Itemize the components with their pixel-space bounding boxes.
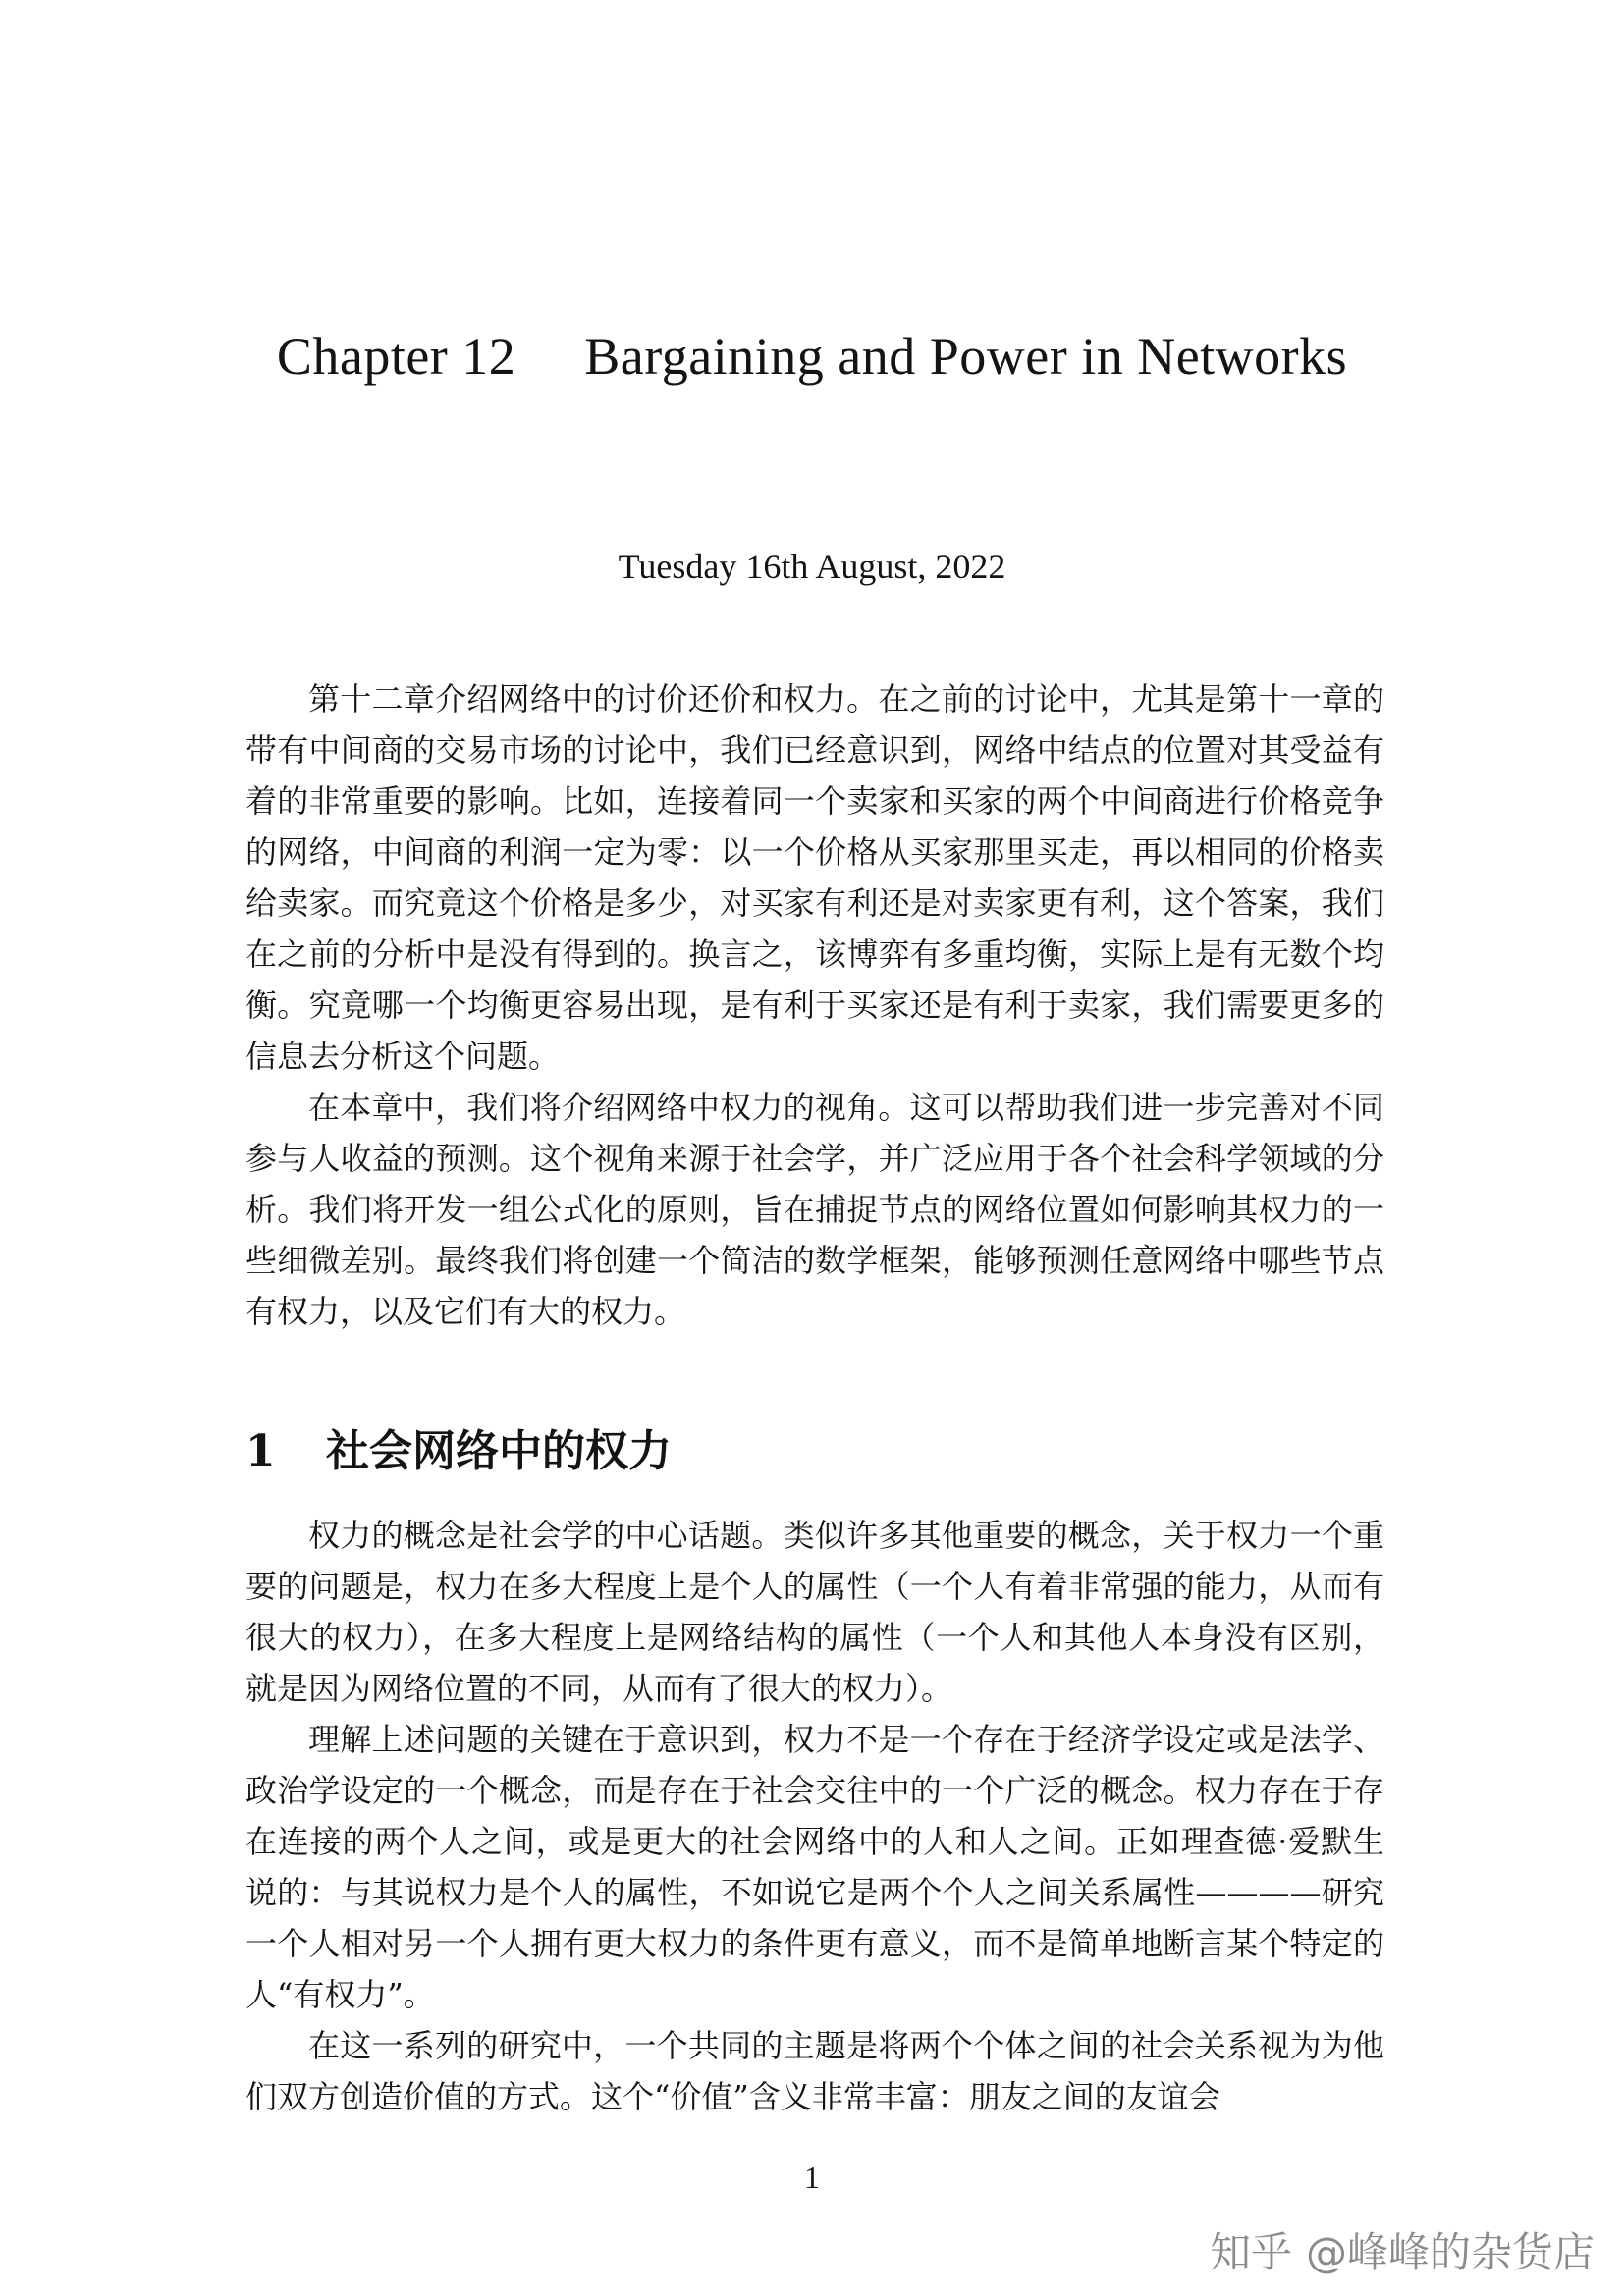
watermark-brand: 知乎 (1209, 2228, 1292, 2276)
section-paragraph-2: 理解上述问题的关键在于意识到，权力不是一个存在于经济学设定或是法学、政治学设定的一个概念，而是存在于社会交往中的一个广泛的概念。权力存在于存在连接的两个人之间，或是更大的社会网络中的人和人之间。正如理查德·爱默生说的：与其说权力是个人的属性，不如说它是两个个人之间关系属性————研究一个人相对另一个人拥有更大权力的条件更有意义，而不是简单地断言某个特定的人“有权力”。 (245, 1721, 1384, 2013)
intro-paragraph-2: 在本章中，我们将介绍网络中权力的视角。这可以帮助我们进一步完善对不同参与人收益的预测。这个视角来源于社会学，并广泛应用于各个社会科学领域的分析。我们将开发一组公式化的原则，旨在捕捉节点的网络位置如何影响其权力的一些细微差别。最终我们将创建一个简洁的数学框架，能够预测任意网络中哪些节点有权力，以及它们有大的权力。 (245, 1089, 1384, 1330)
intro-section (245, 673, 1384, 1337)
page-number: 1 (804, 2160, 820, 2195)
section-paragraph-1: 权力的概念是社会学的中心话题。类似许多其他重要的概念，关于权力一个重要的问题是，权力在多大程度上是个人的属性（一个人有着非常强的能力，从而有很大的权力），在多大程度上是网络结构的属性（一个人和其他人本身没有区别，就是因为网络位置的不同，从而有了很大的权力）。 (245, 1517, 1384, 1707)
section-heading (245, 1415, 672, 1478)
document-date: Tuesday 16th August, 2022 (618, 547, 1006, 586)
watermark (1210, 2220, 1595, 2279)
section-number: 1 (245, 1426, 276, 1476)
section-title: 社会网络中的权力 (326, 1426, 672, 1476)
chapter-title (0, 326, 1624, 387)
section-paragraph-3: 在这一系列的研究中，一个共同的主题是将两个个体之间的社会关系视为为他们双方创造价值的方式。这个“价值”含义非常丰富：朋友之间的友谊会 (245, 2027, 1384, 2115)
section-body (245, 1510, 1384, 2122)
chapter-label: Chapter 12 (276, 327, 516, 386)
chapter-title-text: Bargaining and Power in Networks (584, 327, 1348, 386)
watermark-account: @峰峰的杂货店 (1305, 2228, 1595, 2276)
intro-paragraph-1: 第十二章介绍网络中的讨价还价和权力。在之前的讨论中，尤其是第十一章的带有中间商的交易市场的讨论中，我们已经意识到，网络中结点的位置对其受益有着的非常重要的影响。比如，连接着同一个卖家和买家的两个中间商进行价格竞争的网络，中间商的利润一定为零：以一个价格从买家那里买走，再以相同的价格卖给卖家。而究竟这个价格是多少，对买家有利还是对卖家更有利，这个答案，我们在之前的分析中是没有得到的。换言之，该博弈有多重均衡，实际上是有无数个均衡。究竟哪一个均衡更容易出现，是有利于买家还是有利于卖家，我们需要更多的信息去分析这个问题。 (245, 680, 1384, 1075)
